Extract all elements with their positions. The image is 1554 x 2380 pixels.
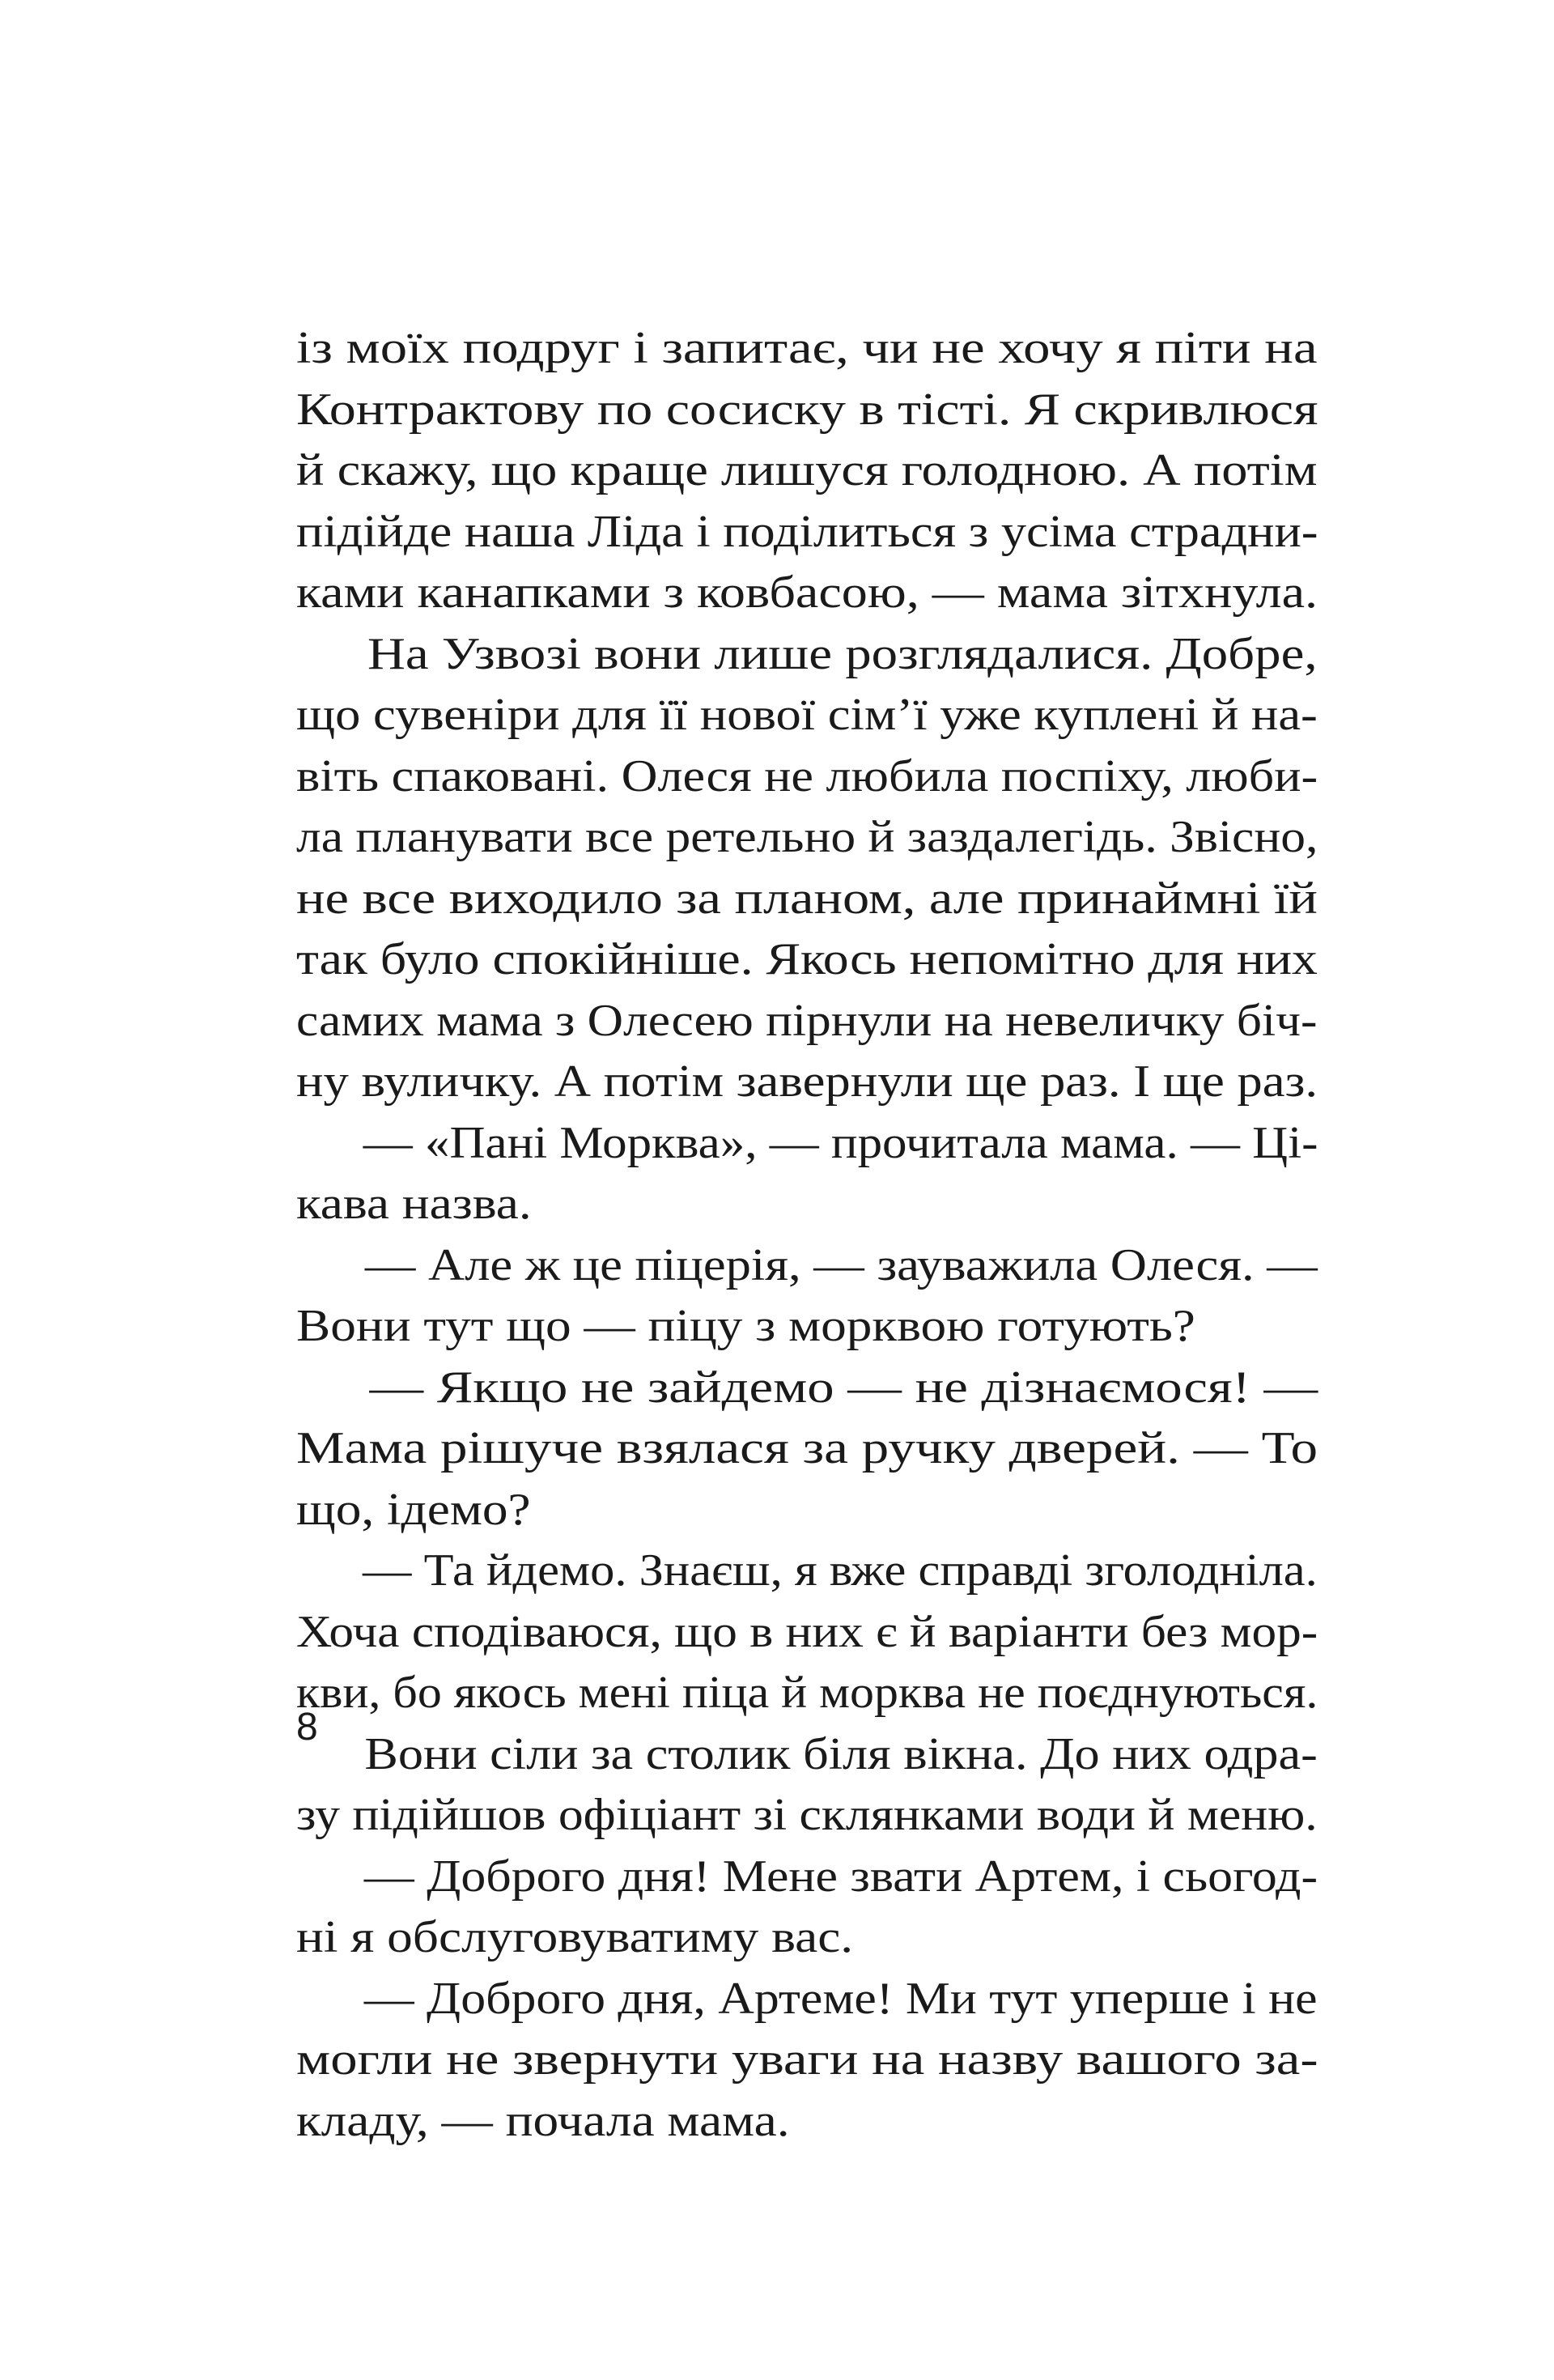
text-line: не все виходило за планом, але принаймні їй xyxy=(296,873,1318,924)
text-line: ну вуличку. А потім завернули ще раз. І ще раз. xyxy=(296,1056,1318,1107)
text-line: — Та йдемо. Знаєш, я вже справді зголодніла. xyxy=(363,1545,1318,1596)
page-number: 8 xyxy=(296,1706,318,1749)
text-line: — Доброго дня, Артеме! Ми тут уперше і не xyxy=(363,1973,1318,2024)
text-line: могли не звернути уваги на назву вашого за- xyxy=(296,2034,1318,2085)
text-line: самих мама з Олесею пірнули на невеличку біч- xyxy=(296,995,1318,1046)
text-line: що, ідемо? xyxy=(296,1484,531,1535)
text-line: Вони тут що — піцу з морквою готують? xyxy=(296,1301,1195,1351)
text-line: кава назва. xyxy=(296,1179,532,1229)
text-line: Вони сіли за столик біля вікна. До них одра- xyxy=(364,1728,1318,1779)
text-line: Мама рішуче взялася за ручку дверей. — То xyxy=(296,1423,1318,1473)
text-line: ла планувати все ретельно й заздалегідь. Звісно, xyxy=(296,812,1318,862)
text-line: — Але ж це піцерія, — зауважила Олеся. — xyxy=(364,1239,1318,1290)
text-line: й скажу, що краще лишуся голодною. А потім xyxy=(296,445,1318,495)
text-line: Контрактову по сосиску в тісті. Я скривлюся xyxy=(296,384,1318,435)
text-line: зу підійшов офіціант зі склянками води й меню. xyxy=(296,1790,1318,1840)
text-line: — Доброго дня! Мене звати Артем, і сьогод- xyxy=(363,1851,1318,1902)
text-line: кви, бо якось мені піца й морква не поєднуються. xyxy=(296,1668,1318,1718)
text-line: що сувеніри для її нової сім’ї уже куплені й на- xyxy=(296,690,1318,740)
text-line: — Якщо не зайдемо — не дізнаємося! — xyxy=(369,1362,1318,1413)
text-line: ні я обслуговуватиму вас. xyxy=(296,1912,854,1962)
text-line: ками канапками з ковбасою, — мама зітхнула. xyxy=(296,567,1318,618)
text-line: На Узвозі вони лише розглядалися. Добре, xyxy=(367,628,1318,679)
body-text xyxy=(296,318,1318,2152)
text-line: — «Пані Морква», — прочитала мама. — Ці- xyxy=(363,1117,1318,1168)
text-line: кладу, — почала мама. xyxy=(296,2095,790,2146)
text-line: Хоча сподіваюся, що в них є й варіанти без мор- xyxy=(296,1606,1318,1657)
text-line: так було спокійніше. Якось непомітно для них xyxy=(296,934,1318,984)
text-line: віть спаковані. Олеся не любила поспіху, люби- xyxy=(296,750,1318,801)
text-line: із моїх подруг і запитає, чи не хочу я піти на xyxy=(296,323,1318,373)
text-line: підійде наша Ліда і поділиться з усіма страдни- xyxy=(296,506,1318,557)
